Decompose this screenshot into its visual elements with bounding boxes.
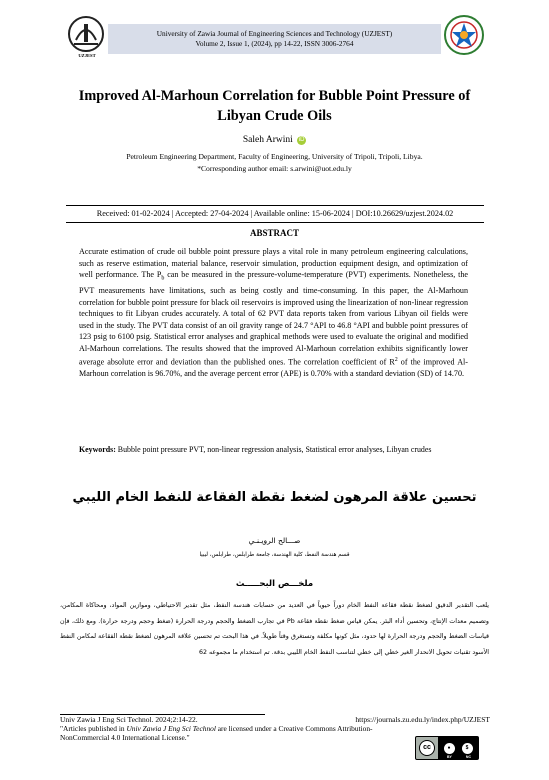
nc-dollar-icon: $: [462, 743, 473, 754]
abstract-subscript: b: [161, 275, 165, 282]
author-name: Saleh Arwini: [242, 135, 293, 145]
arabic-title: تحسين علاقة المرهون لضغط نقطة الفقاعة للنفط الخام الليبي: [72, 490, 477, 505]
abstract-part-2: can be measured in the pressure-volume-temperature (PVT) experiments. Nonetheless, the PVT measurements have limitations, such as being costly and time-consuming. In this paper, the Al-Marhoun correlation for bubble point pressure for black oil reservoirs is improved using the linearization of non-linear regression techniques to fit Libyan crudes accurately. A total of 62 PVT data reports taken from various Libyan oil fields were used in the study. The PVT data consist of an oil gravity range of 24.7 °API to 46.8 °API and bubble point pressures of 123 psig to 6100 psig. Statistical error analyses and graphical methods were used to evaluate the original and modified Al-Marhoun correlations. The results showed that the improved Al-Marhoun correlation exhibits significantly lower average absolute error and deviation than the published ones. The correlation coefficient of R: [79, 270, 468, 367]
cc-mark: cc: [419, 740, 435, 756]
abstract-part-3: of the improved Al-Marhoun correlation is 96.70%, and the average percent error (APE) is 0.70% with a standard deviation (SD) of 14.70.: [79, 357, 468, 378]
license-journal: Univ Zawia J Eng Sci Technol: [126, 724, 216, 733]
arabic-abstract-heading: ملخـــص البحـــــث: [235, 579, 314, 589]
journal-name: University of Zawia Journal of Engineering Sciences and Technology (UZJEST): [156, 29, 393, 38]
author-line: [0, 135, 549, 145]
journal-volume: Volume 2, Issue 1, (2024), pp 14-22, ISSN 3006-2764: [195, 39, 354, 48]
arabic-abstract-body: يلعب التقدير الدقيق لضغط نقطة فقاعة النفط الخام دوراً حيوياً في العديد من حسابات هندسة النفط، مثل تقدير الاحتياطي، وموازين المواد، ومحاكاة المكامن، وتصميم معدات الإنتاج، وتحسين أداء البئر. يمكن قياس ضغط نقطة فقاعة Pb في تجارب الضغط والحجم ودرجة الحرارة (ضغط وحجم ودرجة حرارة). ومع ذلك، فإن قياسات الضغط والحجم ودرجة الحرارة لها حدود، مثل كونها مكلفة وتستغرق وقتاً طويلاً. في هذا البحث تم تحسين علاقة المرهون لضغط نقطة الفقاعة لمكامن النفط الأسود تقنيات تحويل الانحدار الغير خطي إلى خطي لتناسب النفط الخام الليبي بدقة. تم استخدام ما مجموعه 62: [60, 602, 489, 656]
license-suffix: are licensed under a Creative Commons Attribution-NonCommercial 4.0 International License.": [60, 724, 373, 743]
cc-license-badge[interactable]: [415, 736, 479, 760]
publication-dates: Received: 01-02-2024 | Accepted: 27-04-2024 | Available online: 15-06-2024 | DOI:10.26629/uzjest.2024.02: [66, 205, 484, 223]
license-statement: [60, 724, 390, 742]
orcid-icon[interactable]: iD: [298, 137, 305, 143]
affiliation-block: [0, 151, 549, 175]
cc-icon: [416, 737, 438, 759]
by-person-icon: ●: [444, 743, 455, 754]
arabic-author: صـــالح الرويـنـي: [248, 536, 301, 545]
abstract-superscript: 2: [394, 356, 398, 363]
university-logo: [66, 14, 106, 54]
keywords-label: Keywords:: [79, 445, 116, 454]
title-line-2: Libyan Crude Oils: [217, 108, 332, 124]
arabic-affiliation: قسم هندسة النفط، كلية الهندسة، جامعة طرابلس، طرابلس، ليبيا: [199, 552, 350, 558]
journal-header-band: [108, 24, 441, 54]
keywords-text: Bubble point pressure PVT, non-linear regression analysis, Statistical error analyses, Libyan crudes: [115, 445, 432, 454]
logo-caption: UZJEST: [78, 53, 96, 58]
cc-nc-label: NC: [465, 755, 471, 759]
abstract-body: [79, 246, 468, 379]
affiliation: Petroleum Engineering Department, Faculty of Engineering, University of Tripoli, Tripoli, Libya.: [126, 152, 423, 161]
abstract-part-1: Accurate estimation of crude oil bubble point pressure plays a vital role in many petroleum engineering calculations, such as reserve estimation, material balance, reservoir simulation, production equipment design, and optimization of well performance. The P: [79, 247, 468, 280]
paper-title: [30, 86, 519, 126]
cc-by-label: BY: [447, 755, 452, 759]
abstract-heading: ABSTRACT: [249, 228, 299, 238]
corresponding-email: *Corresponding author email: s.arwini@uot.edu.ly: [197, 164, 352, 173]
title-line-1: Improved Al-Marhoun Correlation for Bubble Point Pressure of: [78, 88, 471, 104]
keywords: [79, 444, 468, 455]
journal-seal-logo: [443, 14, 485, 56]
citation: Univ Zawia J Eng Sci Technol. 2024;2:14-22.: [60, 715, 198, 724]
license-prefix: "Articles published in: [60, 724, 127, 733]
journal-url-link[interactable]: https://journals.zu.edu.ly/index.php/UZJEST: [355, 715, 490, 724]
